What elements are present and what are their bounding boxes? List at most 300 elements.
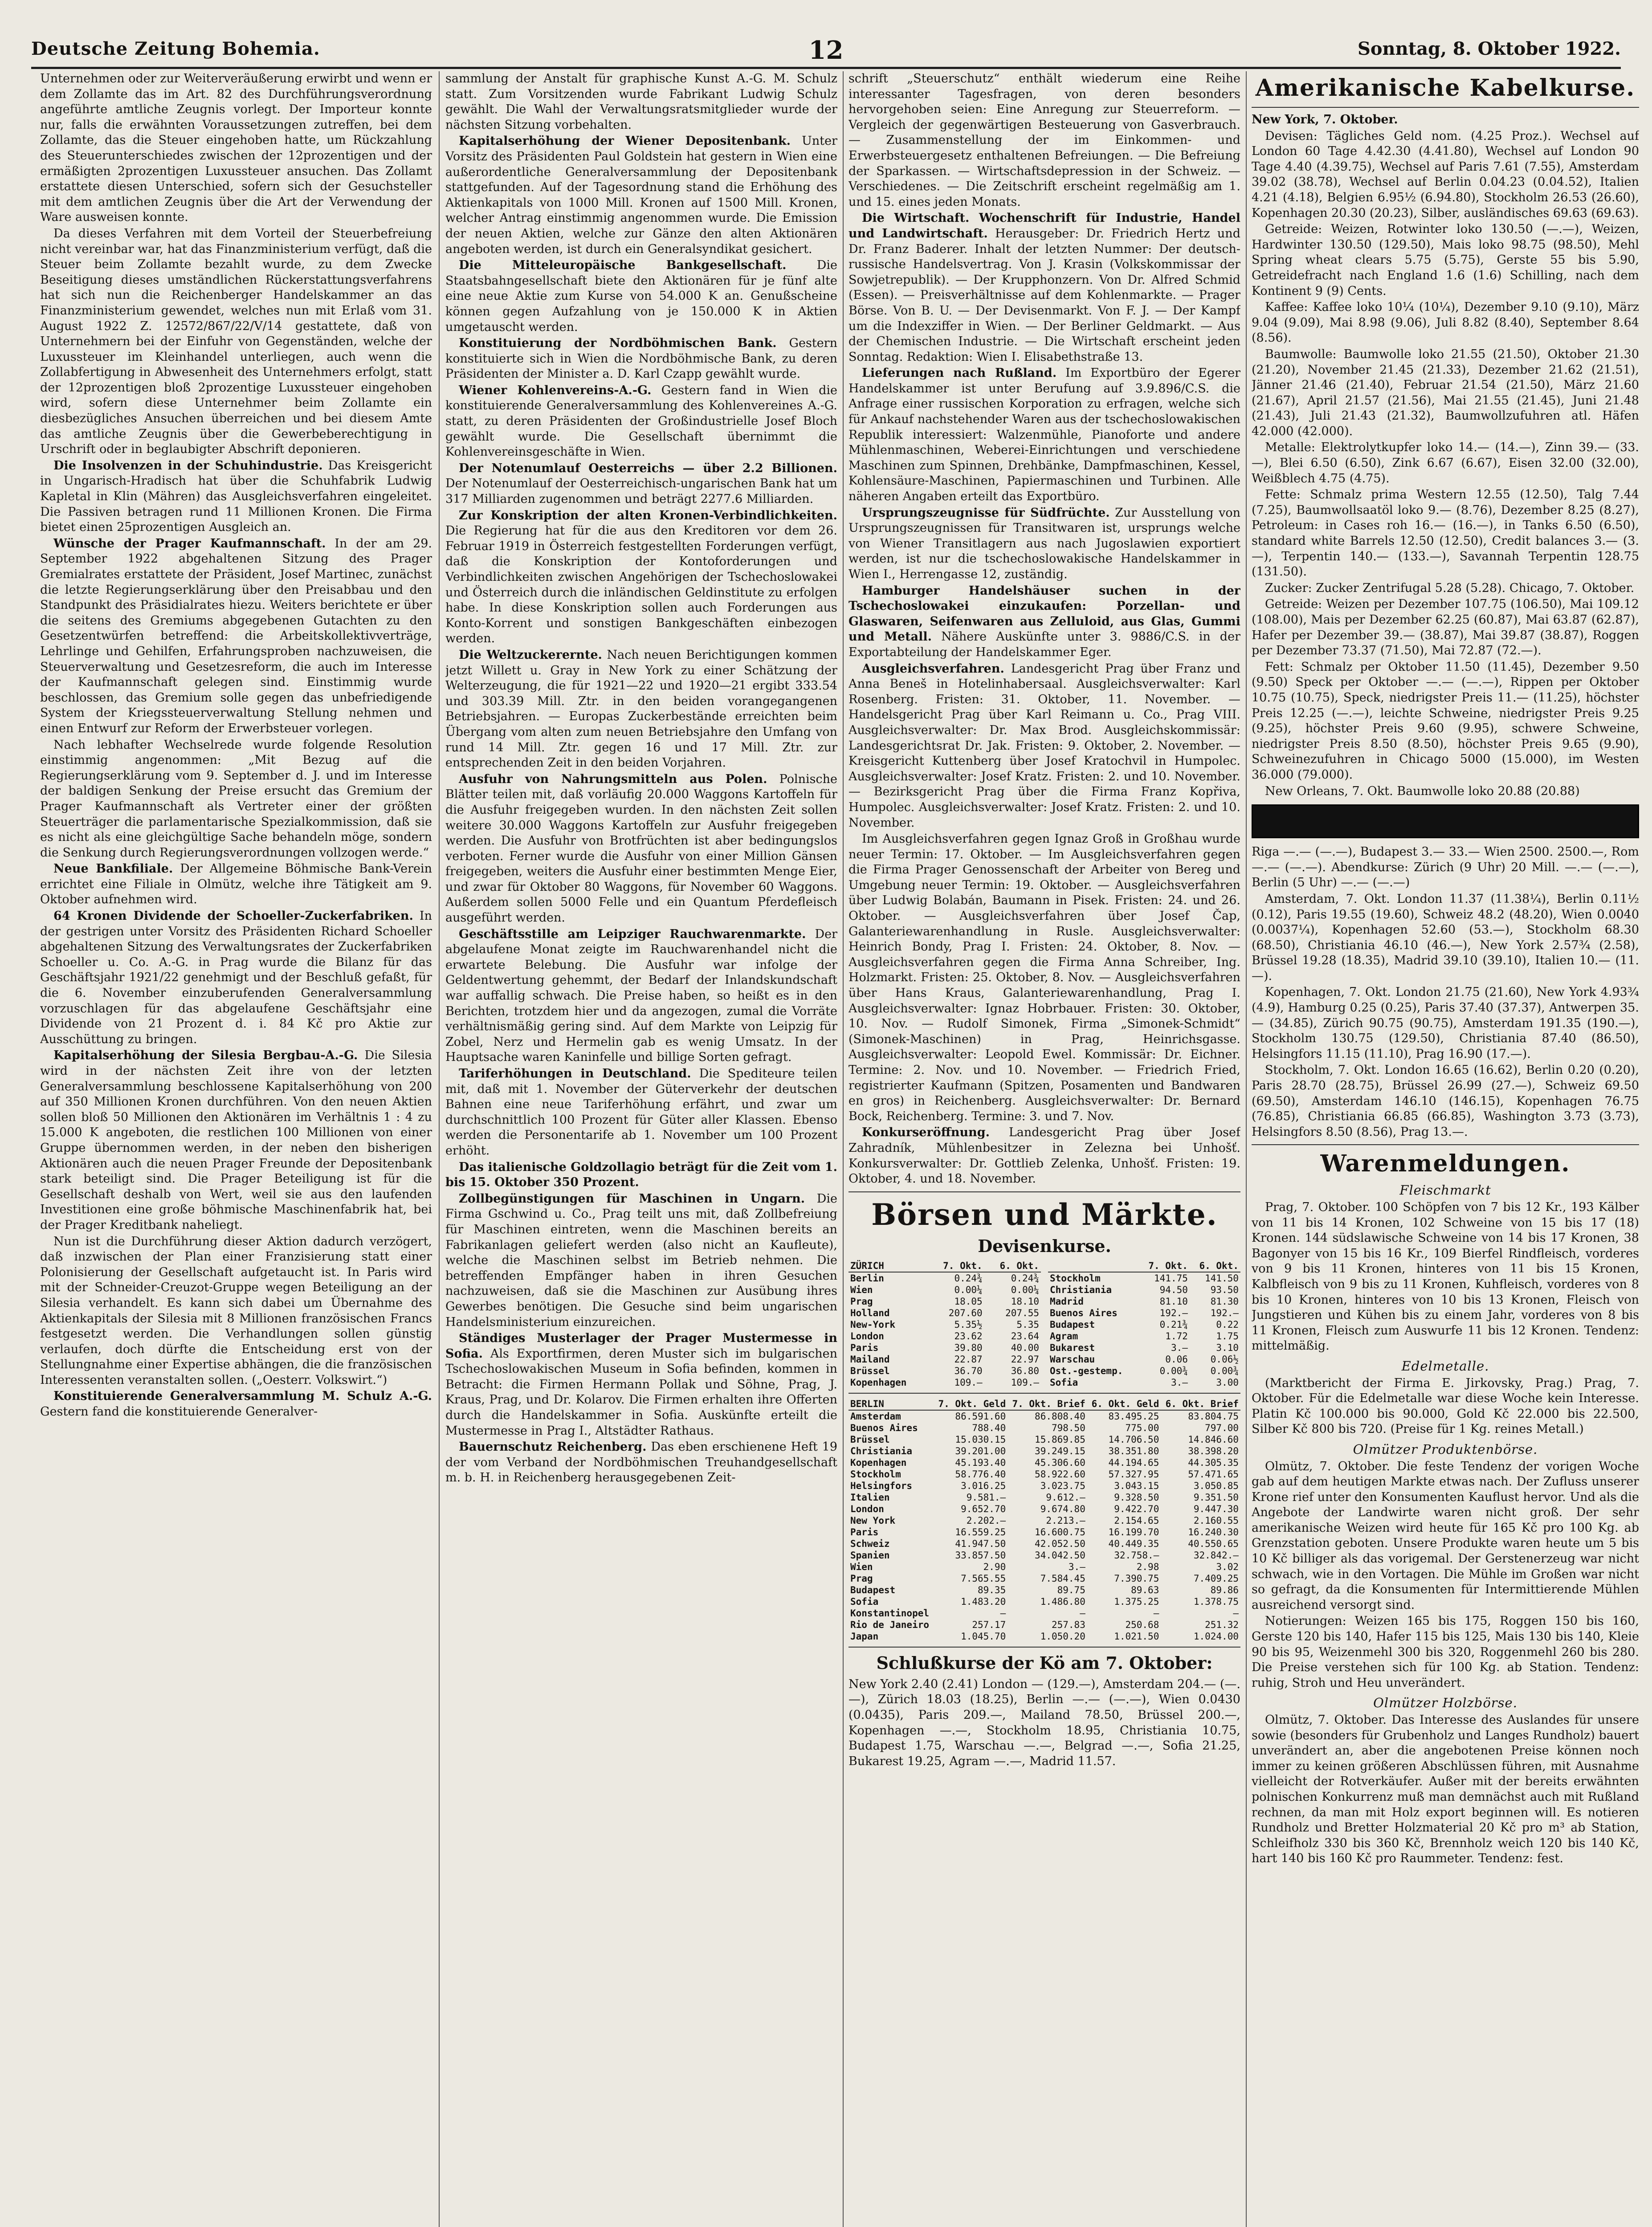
article-paragraph: Als Exportfirmen, deren Muster sich im bulgarischen Tschechoslowakischen Museum in Sofia befinden, kommen in Betracht: die Firmen Hermann Pollak und Söhne, Prag, J. Kraus, Prag, und Dr. Kolarov. Die Firmen erhalten ihre Offerten durch die Handelskammer in Sofia. Auskünfte erteilt die Mustermesse in Prag I., Altstädter Rathaus. (445, 1346, 837, 1438)
table-cell-value: 39.201.00 (955, 1445, 1006, 1456)
table-row (848, 1480, 1240, 1492)
table-cell-value: 16.240.30 (1188, 1526, 1239, 1538)
table-header: 7. Okt. Geld (934, 1398, 1008, 1410)
article-paragraph: Die Silesia wird in der nächsten Zeit ihre von der letzten Generalversammlung beschlossene Kapitalserhöhung von 200 auf 350 Millionen Kronen durchführen. Von den neuen Aktien sollen bloß 50 Millionen den Aktionären im Verhältnis 1 : 4 zu 15.000 K angeboten, die restlichen 100 Millionen von einer Gruppe übernommen werden, in der neben den bisherigen Aktionären auch die neuen Prager Freunde der Depositenbank stark beteiligt sind. Die Prager Beteiligung ist für die Gesellschaft deshalb von Wert, weil sie aus den laufenden Investitionen eine große böhmische Maschinenfabrik hat, bei der Prager Kreditbank naheliegt. (40, 1048, 432, 1232)
article-heading: Konkurseröffnung. (862, 1126, 990, 1140)
table-cell-label: Madrid (1050, 1296, 1084, 1307)
article-paragraph: Zur Ausstellung von Ursprungszeugnissen für Transitwaren ist, ursprungs welche von Wiener Transitlagern aus nach Jugoslawien exportiert werden, ist nur die tschechoslowakische Handelskammer in Wien I., Herrengasse 12, zuständig. (848, 506, 1240, 581)
table-row (848, 1492, 1240, 1503)
article-paragraph: Im Ausgleichsverfahren gegen Ignaz Groß in Großhau wurde neuer Termin: 17. Oktober. — Im Ausgleichsverfahren gegen die Firma Prager Genossenschaft der Arbeiter von Bereg und Umgebung neuer Termin: 19. Oktober. — Ausgleichsverfahren über Ludwig Bolabán, Baumann in Pisek. Fristen: 24. und 26. Oktober. — Ausgleichsverfahren über Josef Čap, Galanteriewarenhandlung in Rusle. Ausgleichsverwalter: Heinrich Bondy, Prag I. Fristen: 24. Oktober, 8. Nov. — Ausgleichsverfahren gegen die Firma Anna Schreiber, Ing. Holzmarkt. Fristen: 25. Oktober, 8. Nov. — Ausgleichsverfahren über Hans Kraus, Galanteriewarenhandlung, Prag I. Ausgleichsverwalter: Ignaz Hobrbauer. Fristen: 30. Oktober, 10. Nov. — Rudolf Simonek, Firma „Simonek-Schmidt“ (Simonek-Maschinen) in Prag, Heinrichsgasse. Ausgleichsverwalter: Leopold Ewel. Kommissär: Dr. Eichner. Termine: 2. Nov. und 10. November. — Friedrich Fried, registrierter Kaufmann (Spitzen, Posamenten und Bandwaren en gros) in Reichenberg. Ausgleichsverwalter: Dr. Bernard Bock, Reichenberg. Termine: 3. und 7. Nov. (848, 832, 1240, 1123)
table-cell-label: Christiania (1050, 1284, 1112, 1295)
schlusskurse-title: Schlußkurse der Kö am 7. Oktober: (876, 1652, 1213, 1673)
table-header: 6. Okt. Geld (1087, 1398, 1161, 1410)
table-cell-value: 9.351.50 (1193, 1492, 1239, 1503)
article-heading: Ständiges Musterlager der Prager Mustermesse in Sofia. (445, 1331, 837, 1361)
article-heading: Lieferungen nach Rußland. (862, 366, 1057, 380)
table-header: BERLIN (848, 1398, 934, 1410)
table-header: 6. Okt. (1190, 1260, 1240, 1272)
table-cell-value: 1.375.25 (1114, 1596, 1159, 1607)
article-paragraph: Herausgeber: Dr. Friedrich Hertz und Dr. Franz Baderer. Inhalt der letzten Nummer: Der deutsch-russische Handelsvertrag. Von J. Krasin (Volkskommissar der Sowjetrepublik). — Der Krupphonzern. Von Dr. Alfred Schmid (Essen). — Preisverhältnisse auf dem Kohlenmarkte. — Prager Börse. Von B. U. — Der Devisenmarkt. Von F. J. — Der Kampf um die Indexziffer in Wien. — Der Berliner Geldmarkt. — Aus der Chemischen Industrie. — Die Wirtschaft erscheint jeden Sonntag. Redaktion: Wien I. Elisabethstraße 13. (848, 226, 1240, 364)
market-paragraph: Olmütz, 7. Oktober. Die feste Tendenz der vorigen Woche gab auf dem heutigen Markte etwas nach. Der Zufluss unserer Krone rief unter den Konsumenten Kauflust hervor. Und als die Angebote der Landwirte waren nicht groß. Der sehr amerikanische Weizen wird heute für 165 Kč pro 100 Kg. ab Grenzstation geboten. Unsere Produkte waren heute um 5 bis 10 Kč billiger als das vorigemal. Der Gerstenerzeug war nicht schwach, wie in den Vortagen. Die Mühle im Großen war nicht so gefragt, da die Konsumenten für Intermittierende Mühlen ausreichend versorgt sind. (1252, 1459, 1639, 1612)
table-cell-value: 0.00¼ (1011, 1284, 1039, 1295)
table-cell-label: Budapest (850, 1584, 896, 1595)
table-cell-value: 0.24¾ (954, 1273, 983, 1284)
section-title-kabelkurse: Amerikanische Kabelkurse. (1255, 74, 1636, 102)
table-row (1048, 1319, 1240, 1330)
table-cell-value: 83.495.25 (1108, 1411, 1159, 1422)
table-cell-label: Brüssel (850, 1365, 890, 1376)
table-cell-value: 192.— (1159, 1307, 1188, 1318)
article-heading: Wünsche der Prager Kaufmannschaft. (53, 536, 326, 551)
table-row (848, 1319, 1041, 1330)
table-cell-label: Buenos Aires (850, 1422, 918, 1433)
article-paragraph: Unter Vorsitz des Präsidenten Paul Goldstein hat gestern in Wien eine außerordentliche Generalversammlung der Depositenbank stattgefunden. Auf der Tagesordnung stand die Erhöhung des Aktienkapitals von 1000 Mill. Kronen auf 1500 Mill. Kronen, welcher Antrag einstimmig angenommen wurde. Die Emission der neuen Aktien, welche zur Gänze den alten Aktionären angeboten werden, ist durch ein Generalsyndikat gesichert. (445, 134, 837, 256)
table-cell-value: 45.306.60 (1035, 1457, 1085, 1468)
table-row (848, 1573, 1240, 1584)
article-heading: Zollbegünstigungen für Maschinen in Ungarn. (459, 1191, 805, 1206)
table-cell-value: 7.390.75 (1114, 1573, 1159, 1584)
table-cell-value: 7.409.25 (1193, 1573, 1239, 1584)
market-paragraph: Notierungen: Weizen 165 bis 175, Roggen 150 bis 160, Gerste 120 bis 140, Hafer 115 bis 125, Mais 130 bis 140, Kleie 90 bis 95, Weizenmehl 300 bis 320, Roggenmehl 260 bis 280. Die Preise verstehen sich für 100 Kg. ab Station. Tendenz: ruhig, Stroh und Heu unverändert. (1252, 1614, 1639, 1690)
table-cell-value: 57.471.65 (1188, 1468, 1239, 1480)
table-cell-value: 141.75 (1154, 1273, 1188, 1284)
table-cell-value: 1.378.75 (1193, 1596, 1239, 1607)
table-row (848, 1410, 1240, 1422)
article-heading: Konstituierung der Nordböhmischen Bank. (459, 336, 777, 351)
market-paragraph: Devisen: Tägliches Geld nom. (4.25 Proz.). Wechsel auf London 60 Tage 4.42.30 (4.41.80), Wechsel auf London 90 Tage 4.40 (4.39.75), Wechsel auf Paris 7.61 (7.55), Amsterdam 39.02 (38.78), Wechsel auf Berlin 0.04.23 (0.04.52), Italien 4.21 (4.18), Belgien 6.95½ (6.94.80), Stockholm 26.53 (26.60), Kopenhagen 20.30 (20.23), Silber, ausländisches 69.63 (69.63). (1252, 129, 1639, 220)
table-cell-value: 3.— (1171, 1342, 1188, 1353)
table-row (1048, 1284, 1240, 1296)
table-cell-value: 9.581.— (966, 1492, 1006, 1503)
table-cell-value: 0.00¾ (1210, 1365, 1239, 1376)
table-cell-label: Wien (850, 1284, 873, 1295)
table-cell-value: 41.947.50 (955, 1538, 1006, 1549)
table-cell-label: New-York (850, 1319, 896, 1330)
subhead-olmuetz-holz: Olmützer Holzbörse. (1373, 1695, 1517, 1711)
table-cell-value: 89.63 (1131, 1584, 1159, 1595)
table-cell-label: Paris (850, 1342, 879, 1353)
column-2 (445, 71, 837, 2227)
article-paragraph: Nach lebhafter Wechselrede wurde folgende Resolution einstimmig angenommen: „Mit Bezug auf die Regierungserklärung vom 9. September d. J. und im Interesse der baldigen Senkung der Preise ersucht das Gremium der Prager Kaufmannschaft als Vertreter einer der größten Steuerträger die parlamentarische Spezialkommission, daß sie es nicht als eine gleichgültige Sache behandeln möge, sondern die Senkung durch Regierungsverordnungen vollzogen werde.“ (40, 738, 432, 860)
table-cell-value: 3.023.75 (1040, 1480, 1085, 1491)
table-cell-value: 32.842.— (1193, 1550, 1239, 1561)
table-cell-value: 0.00¼ (954, 1284, 983, 1295)
table-cell-value: 23.62 (954, 1330, 983, 1342)
article-heading: Kapitalserhöhung der Wiener Depositenbank. (459, 134, 791, 148)
table-cell-value: 207.55 (1005, 1307, 1039, 1318)
article-heading: Ausfuhr von Nahrungsmitteln aus Polen. (459, 772, 767, 786)
subhead-olmuetz-produkten: Olmützer Produktenbörse. (1353, 1441, 1538, 1457)
table-cell-value: 36.70 (954, 1365, 983, 1376)
table-row (848, 1307, 1041, 1319)
table-row (1048, 1307, 1240, 1319)
table-cell-value: 788.40 (972, 1422, 1006, 1433)
table-row (848, 1445, 1240, 1457)
table-row (848, 1619, 1240, 1631)
table-cell-value: 89.75 (1057, 1584, 1085, 1595)
table-row (848, 1561, 1240, 1573)
table-cell-value: 81.30 (1210, 1296, 1239, 1307)
article-paragraph: Der Notenumlauf der Oesterreichisch-ungarischen Bank hat um 317 Milliarden zugenommen und beträgt 2277.6 Milliarden. (445, 477, 837, 506)
table-cell-value: 14.846.60 (1188, 1434, 1239, 1445)
table-cell-value: 141.50 (1205, 1273, 1239, 1284)
table-row (848, 1503, 1240, 1515)
market-paragraph: Riga —.— (—.—), Budapest 3.— 33.— Wien 2500. 2500.—, Rom —.— (—.—). Abendkurse: Zürich (9 Uhr) 20 Mill. —.— (—.—), Berlin (5 Uhr) —.— (—.—) (1252, 845, 1639, 890)
table-cell-value: 3.10 (1216, 1342, 1239, 1353)
section-rule (1252, 107, 1639, 108)
table-cell-value: 16.559.25 (955, 1526, 1006, 1538)
article-paragraph: Nun ist die Durchführung dieser Aktion dadurch verzögert, daß inzwischen der Plan einer Franzisierung statt einer Polonisierung der Gesellschaft aufgetaucht ist. In Paris wird mit der Schneider-Creuzot-Gruppe wegen Beteiligung an der Silesia verhandelt. Es kann sich dabei um Übernahme des Aktienkapitals der Silesia mit 8 Millionen französischen Francs festgesetzt werden. Die Verhandlungen sollen günstig verlaufen, doch dürfte die Entscheidung erst von der Stellungnahme einer Expertise abhängen, die die französischen Interessenten veranstalten sollen. („Oesterr. Volkswirt.“) (40, 1234, 432, 1387)
table-cell-value: 0.06 (1165, 1354, 1188, 1365)
table-cell-value: 3.016.25 (961, 1480, 1006, 1491)
table-cell-label: New York (850, 1515, 896, 1526)
table-header: 6. Okt. Brief (1161, 1398, 1240, 1410)
table-cell-label: Helsingfors (850, 1480, 913, 1491)
table-cell-value: 22.97 (1011, 1354, 1039, 1365)
table-cell-value: 7.565.55 (961, 1573, 1006, 1584)
article-paragraph: Nach neuen Berichtigungen kommen jetzt Willett u. Gray in New York zu einer Schätzung der Welterzeugung, die für 1921—22 und 1920—21 ergibt 333.54 und 303.39 Mill. Ztr. in den beiden vorangegangenen Betriebsjahren. — Europas Zuckerbestände erreichten beim Übergang vom alten zum neuen Betriebsjahre den Umfang von rund 14 Mill. Ztr. gegen 16 und 17 Mill. Ztr. zur entsprechenden Zeit in den beiden Vorjahren. (445, 648, 837, 770)
table-cell-label: Paris (850, 1526, 879, 1538)
table-cell-value: 0.24¾ (1011, 1273, 1039, 1284)
zurich-table-left (848, 1260, 1041, 1388)
article-paragraph: Landesgericht Prag über Franz und Anna Beneš in Hotelinhabersaal. Ausgleichsverwalter: Karl Rosenberg. Fristen: 31. Oktober, 11. November. — Handelsgericht Prag über Karl Reimann u. Co., Prag VIII. Ausgleichsverwalter: Dr. Max Brod. Ausgleichskommissär: Landesgerichtsrat Dr. Jak. Fristen: 9. Oktober, 2. November. — Kreisgericht Kuttenberg über Josef Kratochvil in Humpolec. Ausgleichsverwalter: Josef Kratz. Fristen: 2. und 10. November. — Bezirksgericht Prag über die Firma Franz Kopřiva, Humpolec. Ausgleichsverwalter: Josef Kratz. Fristen: 2. und 10. November. (848, 661, 1240, 830)
table-cell-label: Berlin (850, 1273, 884, 1284)
table-cell-value: 5.35½ (954, 1319, 983, 1330)
table-cell-value: 207.60 (948, 1307, 983, 1318)
table-cell-value: 9.422.70 (1114, 1503, 1159, 1514)
market-paragraph: Baumwolle: Baumwolle loko 21.55 (21.50), Oktober 21.30 (21.20), November 21.45 (21.33), Dezember 21.62 (21.51), Jänner 21.46 (21.40), Februar 21.54 (21.50), März 21.60 (21.67), April 21.57 (21.56), Mai 21.55 (21.45), Juni 21.48 (21.43), Juli 21.43 (21.32), Baumwollzufuhren atl. Häfen 42.000 (42.000). (1252, 347, 1639, 438)
article-heading: Ursprungszeugnisse für Südfrüchte. (862, 506, 1110, 520)
article-paragraph: Landesgericht Prag über Josef Zahradník, Mühlenbesitzer in Zelezna bei Unhošť. Konkursverwalter: Dr. Gottlieb Zelenka, Unhošť. Fristen: 19. Oktober, 4. und 18. November. (848, 1126, 1240, 1186)
table-cell-value: 94.50 (1159, 1284, 1188, 1295)
article-heading: Geschäftsstille am Leipziger Rauchwarenmarkte. (459, 927, 806, 941)
market-paragraph: New Orleans, 7. Okt. Baumwolle loko 20.88 (20.88) (1265, 784, 1580, 798)
article-paragraph: Polnische Blätter teilen mit, daß vorläufig 20.000 Waggons Kartoffeln für die Ausfuhr freigegeben wurden. In den nächsten Zeit sollen weitere 30.000 Waggons Kartoffeln zur Ausfuhr freigegeben werden. Die Ausfuhr von Brotfrüchten ist aber bedingungslos verboten. Ferner wurde die Ausfuhr von einer Million Gänsen freigegeben, weiters die Ausfuhr einer bestimmten Menge Eier, und zwar für Oktober 80 Waggons, für November 60 Waggons. Außerdem sollen 5000 Felle und ein Quantum Pferdefleisch ausgeführt werden. (445, 772, 837, 925)
article-paragraph: Das Kreisgericht in Ungarisch-Hradisch hat über die Schuhfabrik Ludwig Kapletal in Klin (Mähren) das Ausgleichsverfahren eingeleitet. Die Passiven betragen rund 11 Millionen Kronen. Die Firma bietet einen 25prozentigen Ausgleich an. (40, 458, 432, 534)
table-cell-value: 3.050.85 (1193, 1480, 1239, 1491)
table-cell-value: 86.808.40 (1035, 1411, 1085, 1422)
table-cell-value: 2.202.— (966, 1515, 1006, 1526)
table-row (848, 1550, 1240, 1561)
article-paragraph: Die Regierung hat für die aus den Kreditoren vor dem 26. Februar 1919 in Österreich festgestellten Forderungen verfügt, daß die Konskription der Kontoforderungen und Verbindlichkeiten zwischen Angehörigen der Tschechoslowakei und Österreich durch die inländischen Geldinstitute zu erfolgen habe. In diese Konskription sollen auch Forderungen aus Konto-Korrent und sonstigen Bankgeschäften einbezogen werden. (445, 524, 837, 646)
table-cell-value: 39.249.15 (1035, 1445, 1085, 1456)
article-heading: Hamburger Handelshäuser suchen in der Tschechoslowakei einzukaufen: Porzellan- und Glaswaren, Seifenwaren aus Zelluloid, aus Glas, Gummi und Metall. (848, 583, 1240, 644)
table-row (848, 1354, 1041, 1365)
table-cell-label: Kopenhagen (850, 1457, 907, 1468)
table-cell-value: 798.50 (1051, 1422, 1085, 1433)
table-cell-value: 2.213.— (1046, 1515, 1085, 1526)
issue-date: Sonntag, 8. Oktober 1922. (1357, 38, 1621, 59)
table-cell-label: Warschau (1050, 1354, 1095, 1365)
table-cell-value: — (1080, 1607, 1085, 1619)
table-row (848, 1434, 1240, 1445)
table-cell-label: Italien (850, 1492, 890, 1503)
table-cell-value: 3.02 (1216, 1561, 1239, 1572)
table-cell-value: 1.024.00 (1193, 1631, 1239, 1642)
table-row (848, 1330, 1041, 1342)
column-rule (439, 71, 440, 2227)
article-heading: Zur Konskription der alten Kronen-Verbindlichkeiten. (459, 508, 837, 522)
article-heading: Das italienische Goldzollagio beträgt für die Zeit vom 1. bis 15. Oktober 350 Prozent. (445, 1160, 837, 1190)
table-cell-value: 1.021.50 (1114, 1631, 1159, 1642)
article-heading: Der Notenumlauf Oesterreichs — über 2.2 Billionen. (459, 461, 837, 475)
table-cell-label: Christiania (850, 1445, 913, 1456)
table-cell-label: Rio de Janeiro (850, 1619, 930, 1630)
table-cell-value: 0.21¾ (1159, 1319, 1188, 1330)
table-cell-value: 34.042.50 (1035, 1550, 1085, 1561)
article-paragraph: sammlung der Anstalt für graphische Kunst A.-G. M. Schulz statt. Zum Vorsitzenden wurde Fabrikant Ludwig Schulz gewählt. Die Wahl der Verwaltungsratsmitglieder wurde der nächsten Sitzung vorbehalten. (445, 72, 837, 132)
table-row (848, 1468, 1240, 1480)
table-row (848, 1538, 1240, 1550)
table-cell-label: Wien (850, 1561, 873, 1572)
table-cell-value: 18.10 (1011, 1296, 1039, 1307)
article-heading: Die Insolvenzen in der Schuhindustrie. (53, 458, 323, 473)
table-cell-label: Stockholm (1050, 1273, 1101, 1284)
table-cell-value: — (1153, 1607, 1159, 1619)
article-heading: Tariferhöhungen in Deutschland. (459, 1067, 691, 1081)
table-cell-label: Amsterdam (850, 1411, 901, 1422)
article-heading: Die Mitteleuropäische Bankgesellschaft. (459, 258, 787, 273)
table-header: 7. Okt. (927, 1260, 984, 1272)
table-cell-value: 38.398.20 (1188, 1445, 1239, 1456)
table-cell-label: Japan (850, 1631, 879, 1642)
article-paragraph: Die Firma Gschwind u. Co., Prag teilt uns mit, daß Zollbefreiung für Maschinen eintreten, wenn die Maschinen bereits an Fabrikanlagen geliefert werden (also nicht an Kaufleute), welche die Maschinen selbst im Betrieb nehmen. Die betreffenden Empfänger haben in ihren Gesuchen nachzuweisen, daß sie die Maschinen zur Ausübung ihres Gewerbes benötigen. Die Gesuche sind beim ungarischen Handelsministerium einzureichen. (445, 1191, 837, 1329)
article-paragraph: Nähere Auskünfte unter 3. 9886/C.S. in der Exportabteilung der Handelskammer Eger. (848, 630, 1240, 659)
table-cell-value: 257.83 (1051, 1619, 1085, 1630)
market-paragraph: Kaffee: Kaffee loko 10¼ (10¼), Dezember 9.10 (9.10), März 9.04 (9.09), Mai 8.98 (9.06), Juli 8.82 (8.40), September 8.64 (8.56). (1252, 300, 1639, 345)
market-paragraph: Stockholm, 7. Okt. London 16.65 (16.62), Berlin 0.20 (0.20), Paris 28.70 (28.75), Brüssel 26.99 (27.—), Schweiz 69.50 (69.50), Amsterdam 146.10 (146.15), Kopenhagen 76.75 (76.85), Christiania 66.85 (66.85), Washington 3.73 (3.73), Helsingfors 8.50 (8.56), Prag 13.—. (1252, 1063, 1639, 1139)
table-row (848, 1596, 1240, 1607)
table-cell-value: 2.160.55 (1193, 1515, 1239, 1526)
table-cell-label: Ost.-gestemp. (1050, 1365, 1123, 1376)
table-cell-value: 36.80 (1011, 1365, 1039, 1376)
table-cell-value: 44.305.35 (1188, 1457, 1239, 1468)
market-paragraph: Olmütz, 7. Oktober. Das Interesse des Auslandes für unsere sowie (besonders für Grubenholz und Langes Rundholz) bauert unverändert an, aber die angebotenen Preise können noch immer zu keinen größeren Abschlüssen führen, mit Ausnahme vielleicht der Rotverkäufer. Außer mit der bereits erwähnten polnischen Konkurrenz muß man demnächst auch mit Rußland rechnen, da man mit Holz export beginnen will. Es notieren Rundholz und Bretter Holzmaterial 20 Kč pro m³ ab Station, Schleifholz 330 bis 360 Kč, Brennholz weich 120 bis 140 Kč, hart 140 bis 160 Kč pro Raummeter. Tendenz: fest. (1252, 1713, 1639, 1866)
article-paragraph: Gestern konstituierte sich in Wien die Nordböhmische Bank, zu deren Präsidenten der Minister a. D. Karl Czapp gewählt wurde. (445, 336, 837, 381)
column-rule (843, 71, 844, 2227)
table-cell-label: Stockholm (850, 1468, 901, 1480)
table-cell-label: Agram (1050, 1330, 1078, 1342)
article-paragraph: In der am 29. September 1922 abgehaltenen Sitzung des Prager Gremialrates erstattete der Präsident, Josef Martinec, zunächst die letzte Regierungserklärung über den Preisabbau und den Standpunkt des Präsidialrates hiezu. Weiters berichtete er über die seitens des Gremiums abgegebenen Gutachten zu den Gesetzentwürfen betreffend: die Arbeitskollektivverträge, Lehrlinge und Gehilfen, Erfahrungsproben nachzuweisen, die Steuerverwaltung und Gesetzesreform, die auch im Interesse der Kaufmannschaft gelegen sind. Einstimmig wurde beschlossen, das Gremium solle gegen das unbefriedigende System der Kriegssteuerverwaltung Stellung nehmen und einen Entwurf zur Reform der Erwerbsteuer vorlegen. (40, 536, 432, 735)
table-row (848, 1365, 1041, 1377)
table-row (1048, 1330, 1240, 1342)
table-cell-label: London (850, 1330, 884, 1342)
masthead (31, 36, 1621, 69)
table-cell-value: 33.857.50 (955, 1550, 1006, 1561)
market-paragraph: Kopenhagen, 7. Okt. London 21.75 (21.60), New York 4.93¾ (4.9), Hamburg 0.25 (0.25), Paris 37.40 (37.37), Antwerpen 35.— (34.85), Zürich 90.75 (90.75), Amsterdam 191.35 (190.—), Stockholm 130.75 (129.50), Christiania 87.40 (86.50), Helsingfors 11.15 (11.10), Prag 16.90 (17.—). (1252, 985, 1639, 1061)
article-heading: Wiener Kohlenvereins-A.-G. (459, 383, 652, 397)
table-cell-label: Holland (850, 1307, 890, 1318)
article-paragraph: Unternehmen oder zur Weiterveräußerung erwirbt und wenn er dem Zollamte das im Art. 82 des Durchführungsverordnung angeführte amtliche Zeugnis vorlegt. Der Importeur konnte nur, falls die erwähnten Voraussetzungen zutreffen, bei dem Zollamte, das die Steuer eingehoben hatte, um Rückzahlung des Steuerunterschiedes zwischen der 12prozentigen und der ermäßigten 2prozentigen Luxussteuer ansuchen. Das Zollamt erstattete diesen Unterschied, sofern sich der Gesuchsteller mit dem amtlichen Zeugnis über die Art der Verwendung der Ware ausweisen konnte. (40, 72, 432, 224)
article-paragraph: Da dieses Verfahren mit dem Vorteil der Steuerbefreiung nicht vereinbar war, hat das Finanzministerium verfügt, daß die Steuer beim Zollamte bezahlt wurde, zu dem Zwecke Beseitigung dieses umständlichen Rückerstattungsverfahrens hat sich nun die Reichenberger Handelskammer an das Finanzministerium gewendet, welches nun mit Erlaß vom 31. August 1922 Z. 12572/867/22/V/14 gestattete, daß von Unternehmern bei der Einfuhr von Gegenständen, welche der Luxussteuer im Kleinhandel unterliegen, auch wenn die Zollabfertigung in Abwesenheit des Unternehmers erfolgt, statt der 12prozentigen bloß 2prozentige Luxussteuer eingehoben wird, sofern diese Unternehmer beim Zollamte ein diesbezügliches Ansuchen überreichen und bei diesem Amte das amtliche Zeugnis über die Gewerbeberechtigung in Urschrift oder in beglaubigter Abschrift deponieren. (40, 226, 432, 457)
table-cell-value: 250.68 (1125, 1619, 1159, 1630)
table-cell-value: 16.199.70 (1108, 1526, 1159, 1538)
table-cell-label: Prag (850, 1296, 873, 1307)
table-cell-value: 18.05 (954, 1296, 983, 1307)
article-paragraph: Das eben erschienene Heft 19 der vom Verband der Nordböhmischen Treuhandgesellschaft m. b. H. in Reichenberg herausgegebenen Zeit- (445, 1440, 837, 1485)
market-paragraph: Metalle: Elektrolytkupfer loko 14.— (14.—), Zinn 39.— (33.—), Blei 6.50 (6.50), Zink 6.67 (6.67), Eisen 32.00 (32.00), Weißblech 4.75 (4.75). (1252, 441, 1639, 485)
redacted-band (1252, 804, 1639, 838)
table-cell-value: 86.591.60 (955, 1411, 1006, 1422)
column-1 (40, 71, 432, 2227)
table-cell-value: 2.98 (1136, 1561, 1159, 1572)
table-cell-value: 22.87 (954, 1354, 983, 1365)
article-paragraph: schrift „Steuerschutz“ enthält wiederum eine Reihe interessanter Tagesfragen, von deren besonders hervorgehoben seien: Eine Anregung zur Steuerreform. — Vergleich der gegenwärtigen Besteuerung von Gasverbrauch. — Zusammenstellung der im Einkommen- und Erwerbsteuergesetz enthaltenen Befreiungen. — Die Befreiung der Sparkassen. — Wirtschaftsdepression in der Schweiz. — Verschiedenes. — Die Zeitschrift erscheint regelmäßig am 1. und 15. eines jeden Monats. (848, 72, 1240, 209)
table-cell-label: Budapest (1050, 1319, 1095, 1330)
article-heading: Neue Bankfiliale. (53, 862, 173, 876)
table-cell-value: 40.449.35 (1108, 1538, 1159, 1549)
table-cell-value: 0.22 (1216, 1319, 1239, 1330)
article-paragraph: Gestern fand in Wien die konstituierende Generalversammlung des Kohlenvereines A.-G. statt, zu deren Präsidenten der Großindustrielle Josef Bloch gewählt wurde. Die Gesellschaft übernimmt die Kohlenvereinsgeschäfte in Wien. (445, 383, 837, 459)
table-cell-value: 1.483.20 (961, 1596, 1006, 1607)
table-cell-value: 57.327.95 (1108, 1468, 1159, 1480)
table-cell-label: Sofia (850, 1596, 879, 1607)
article-paragraph: Im Exportbüro der Egerer Handelskammer ist unter Berufung auf 3.9.896/C.S. die Anfrage einer russischen Korporation zu erfragen, welche sich für Ankauf nachstehender Waren aus der tschechoslowakischen Republik interessiert: Walzenmühle, Pianoforte und andere Mühlenmaschinen, Weberei-Einrichtungen und verschiedene Maschinen zum Spinnen, Drehbänke, Dampfmaschinen, Kessel, Kohlensäure-Maschinen, Papiermaschinen und Turbinen. Alle näheren Angaben erteilt das Exportbüro. (848, 366, 1240, 504)
table-row (848, 1342, 1041, 1354)
zurich-table (848, 1260, 1240, 1388)
table-row (848, 1515, 1240, 1526)
table-row (848, 1284, 1041, 1296)
table-cell-value: 58.922.60 (1035, 1468, 1085, 1480)
table-header: 7. Okt. (1139, 1260, 1190, 1272)
table-cell-value: 1.045.70 (961, 1631, 1006, 1642)
table-row (1048, 1342, 1240, 1354)
table-rule (848, 1393, 1240, 1394)
article-heading: Ausgleichsverfahren. (862, 661, 1004, 676)
table-cell-value: 16.600.75 (1035, 1526, 1085, 1538)
table-cell-label: Schweiz (850, 1538, 890, 1549)
table-cell-value: 1.72 (1165, 1330, 1188, 1342)
table-cell-value: 89.35 (978, 1584, 1006, 1595)
article-heading: Die Weltzuckerernte. (459, 648, 602, 662)
table-cell-value: 7.584.45 (1040, 1573, 1085, 1584)
table-cell-value: 14.706.50 (1108, 1434, 1159, 1445)
table-cell-label: Mailand (850, 1354, 890, 1365)
table-cell-value: 39.80 (954, 1342, 983, 1353)
table-cell-value: 9.652.70 (961, 1503, 1006, 1514)
table-row (848, 1631, 1240, 1642)
table-cell-value: 192.— (1210, 1307, 1239, 1318)
table-row (1048, 1296, 1240, 1307)
column-3 (848, 71, 1240, 2227)
article-paragraph: Die Staatsbahngesellschaft biete den Aktionären für je fünf alte eine neue Aktie zum Kurse von 54.000 K an. Genußscheine können gegen Aufzahlung von je 150.000 K in Aktien umgetauscht werden. (445, 258, 837, 334)
table-cell-value: 32.758.— (1114, 1550, 1159, 1561)
table-cell-label: Sofia (1050, 1377, 1078, 1388)
section-title-warenmeldungen: Warenmeldungen. (1320, 1150, 1570, 1178)
table-cell-value: 0.00¾ (1159, 1365, 1188, 1376)
table-cell-value: 0.06½ (1210, 1354, 1239, 1365)
schlusskurse-text: New York 2.40 (2.41) London — (129.—), Amsterdam 204.— (—.—), Zürich 18.03 (18.25), Berlin —.— (—.—), Wien 0.0430 (0.0435), Paris 209.—, Mailand 78.50, Brüssel 200.—, Kopenhagen —.—, Stockholm 18.95, Christiania 10.75, Budapest 1.75, Warschau —.—, Belgrad —.—, Sofia 21.25, Bukarest 19.25, Agram —.—, Madrid 11.57. (848, 1677, 1240, 1768)
section-rule (1252, 1144, 1639, 1145)
section-rule (848, 1191, 1240, 1192)
table-cell-label: Konstantinopel (850, 1607, 930, 1619)
table-cell-value: 93.50 (1210, 1284, 1239, 1295)
column-4 (1252, 71, 1639, 2227)
table-cell-value: 9.674.80 (1040, 1503, 1085, 1514)
table-cell-value: 44.194.65 (1108, 1457, 1159, 1468)
table-cell-value: — (1000, 1607, 1006, 1619)
section-title-boersen: Börsen und Märkte. (871, 1197, 1218, 1232)
table-cell-value: 257.17 (972, 1619, 1006, 1630)
market-paragraph: Getreide: Weizen, Rotwinter loko 130.50 (—.—), Weizen, Hardwinter 130.50 (129.50), Mais loko 98.75 (98.50), Mehl Spring wheat clears 5.75 (5.75), Gerste 55 bis 5.90, Getreidefracht nach England 1.6 (1.6) Schilling, nach dem Kontinent 9 (9) Cents. (1252, 222, 1639, 298)
subsection-title-devisen: Devisenkurse. (978, 1236, 1111, 1256)
table-cell-value: 109.— (954, 1377, 983, 1388)
table-cell-value: 775.00 (1125, 1422, 1159, 1433)
berlin-table (848, 1398, 1240, 1642)
table-cell-value: 58.776.40 (955, 1468, 1006, 1480)
market-paragraph: Fette: Schmalz prima Western 12.55 (12.50), Talg 7.44 (7.25), Baumwollsaatöl loko 9.— (8.76), Dezember 8.25 (8.27), Petroleum: in Cases roh 16.— (16.—), in Tanks 6.50 (6.50), standard white Barrels 12.50 (12.50), Credit balances 3.— (3.—), Terpentin 140.— (133.—), Savannah Terpentin 128.75 (131.50). (1252, 488, 1639, 579)
table-header: 6. Okt. (984, 1260, 1041, 1272)
page-number: 12 (808, 36, 844, 65)
article-paragraph: In der gestrigen unter Vorsitz des Präsidenten Richard Schoeller abgehaltenen Sitzung des Verwaltungsrates der Zuckerfabriken Schoeller u. Co. A.-G. in Prag wurde die Bilanz für das Geschäftsjahr 1921/22 genehmigt und der Beschluß gefaßt, für die 6. November einzuberufenden Generalversammlung vorzuschlagen für das abgelaufene Geschäftsjahr eine Dividende von 21 Prozent d. i. 84 Kč pro Aktie zur Ausschüttung zu bringen. (40, 909, 432, 1046)
table-cell-value: 9.328.50 (1114, 1492, 1159, 1503)
table-cell-value: 3.043.15 (1114, 1480, 1159, 1491)
table-row (848, 1422, 1240, 1434)
table-cell-value: 3.00 (1216, 1377, 1239, 1388)
table-cell-label: Brüssel (850, 1434, 890, 1445)
column-rule (1246, 71, 1247, 2227)
table-cell-label: Spanien (850, 1550, 890, 1561)
table-cell-label: Buenos Aires (1050, 1307, 1118, 1318)
zurich-table-right (1048, 1260, 1240, 1388)
table-cell-value: 89.86 (1210, 1584, 1239, 1595)
market-paragraph: Amsterdam, 7. Okt. London 11.37 (11.38¼), Berlin 0.11½ (0.12), Paris 19.55 (19.60), Schweiz 48.2 (48.20), Wien 0.0040 (0.0037¼), Kopenhagen 52.60 (53.—), Stockholm 68.30 (68.50), Christiania 46.10 (46.—), New York 2.57¾ (2.58), Brüssel 19.28 (18.35), Madrid 39.10 (39.10), Italien 10.— (11.—). (1252, 892, 1639, 983)
section-rule (848, 1647, 1240, 1648)
table-cell-value: 2.154.65 (1114, 1515, 1159, 1526)
table-header (1048, 1260, 1139, 1272)
subhead-edelmetalle: Edelmetalle. (1401, 1358, 1489, 1374)
table-row (848, 1377, 1041, 1388)
table-cell-value: 40.00 (1011, 1342, 1039, 1353)
table-header: ZÜRICH (848, 1260, 927, 1272)
article-heading: 64 Kronen Dividende der Schoeller-Zuckerfabriken. (53, 909, 413, 923)
table-header: 7. Okt. Brief (1008, 1398, 1087, 1410)
market-paragraph: Prag, 7. Oktober. 100 Schöpfen von 7 bis 12 Kr., 193 Kälber von 11 bis 14 Kronen, 102 Schweine von 15 bis 17 (18) Kronen. 144 südslawische Schweine von 14 bis 17 Kronen, 38 Bagonyer von 15 bis 16 Kr., 109 Bierfel Rindfleisch, vorderes von 9 bis 11 Kronen, hinteres von 11 bis 15 Kronen, Kalbfleisch von 9 bis zu 11 Kronen, Kuhfleisch, vorderes von 8 bis 10 Kronen, hinteres von 10 bis 13 Kronen, Fleisch von Jungstieren und Kühen bis zu einem Jahr, vorderes von 8 bis 11 Kronen, Fleisch zum Auswurfe 11 bis 12 Kronen. Tendenz: mittelmäßig. (1252, 1200, 1639, 1353)
dateline: New York, 7. Oktober. (1252, 113, 1398, 126)
table-cell-value: 9.612.— (1046, 1492, 1085, 1503)
article-heading: Bauernschutz Reichenberg. (459, 1440, 647, 1454)
table-row (848, 1584, 1240, 1596)
table-row (1048, 1272, 1240, 1284)
table-row (1048, 1365, 1240, 1377)
table-cell-value: 15.030.15 (955, 1434, 1006, 1445)
article-paragraph: Der Allgemeine Böhmische Bank-Verein errichtet eine Filiale in Olmütz, welche ihre Tätigkeit am 9. Oktober aufnehmen wird. (40, 862, 432, 907)
market-paragraph: Zucker: Zucker Zentrifugal 5.28 (5.28). Chicago, 7. Oktober. (1265, 581, 1635, 595)
table-cell-value: 83.804.75 (1188, 1411, 1239, 1422)
table-cell-value: 81.10 (1159, 1296, 1188, 1307)
table-row (1048, 1377, 1240, 1388)
market-paragraph: Fett: Schmalz per Oktober 11.50 (11.45), Dezember 9.50 (9.50) Speck per Oktober —.— (—.—), Rippen per Oktober 10.75 (10.75), Speck, niedrigster Preis 11.— (11.25), höchster Preis 12.25 (—.—), leichte Schweine, niedrigster Preis 9.25 (9.25), höchster Preis 9.60 (9.95), schwere Schweine, niedrigster Preis 8.50 (8.50), höchster Preis 9.65 (9.90), Schweinezufuhren in Chicago 5000 (15.000), im Westen 36.000 (79.000). (1252, 660, 1639, 782)
table-cell-value: 109.— (1011, 1377, 1039, 1388)
table-cell-value: 45.193.40 (955, 1457, 1006, 1468)
table-row (1048, 1354, 1240, 1365)
table-cell-value: 797.00 (1205, 1422, 1239, 1433)
table-cell-label: Kopenhagen (850, 1377, 907, 1388)
paper-name: Deutsche Zeitung Bohemia. (31, 38, 320, 59)
table-cell-value: 5.35 (1016, 1319, 1039, 1330)
table-cell-value: 15.869.85 (1035, 1434, 1085, 1445)
table-cell-value: 40.550.65 (1188, 1538, 1239, 1549)
table-cell-value: 2.90 (983, 1561, 1006, 1572)
article-paragraph: Die Spediteure teilen mit, daß mit 1. November der Güterverkehr der deutschen Bahnen eine neue Tariferhöhung erfährt, und zwar um durchschnittlich 100 Prozent für Güter aller Klassen. Ebenso werden die Personentarife ab 1. November um 100 Prozent erhöht. (445, 1067, 837, 1158)
article-heading: Konstituierende Generalversammlung M. Schulz A.-G. (53, 1389, 432, 1403)
table-cell-value: 1.050.20 (1040, 1631, 1085, 1642)
article-heading: Kapitalserhöhung der Silesia Bergbau-A.-G. (53, 1048, 358, 1063)
table-row (848, 1457, 1240, 1468)
table-cell-label: Bukarest (1050, 1342, 1095, 1353)
table-cell-value: 3.— (1068, 1561, 1085, 1572)
market-paragraph: Getreide: Weizen per Dezember 107.75 (106.50), Mai 109.12 (108.00), Mais per Dezember 62.25 (60.87), Mai 63.87 (62.87), Hafer per Dezember 39.— (38.87), Mai 39.87 (38.87), Roggen per Dezember 73.37 (71.50), Mai 72.87 (72.—). (1252, 597, 1639, 658)
